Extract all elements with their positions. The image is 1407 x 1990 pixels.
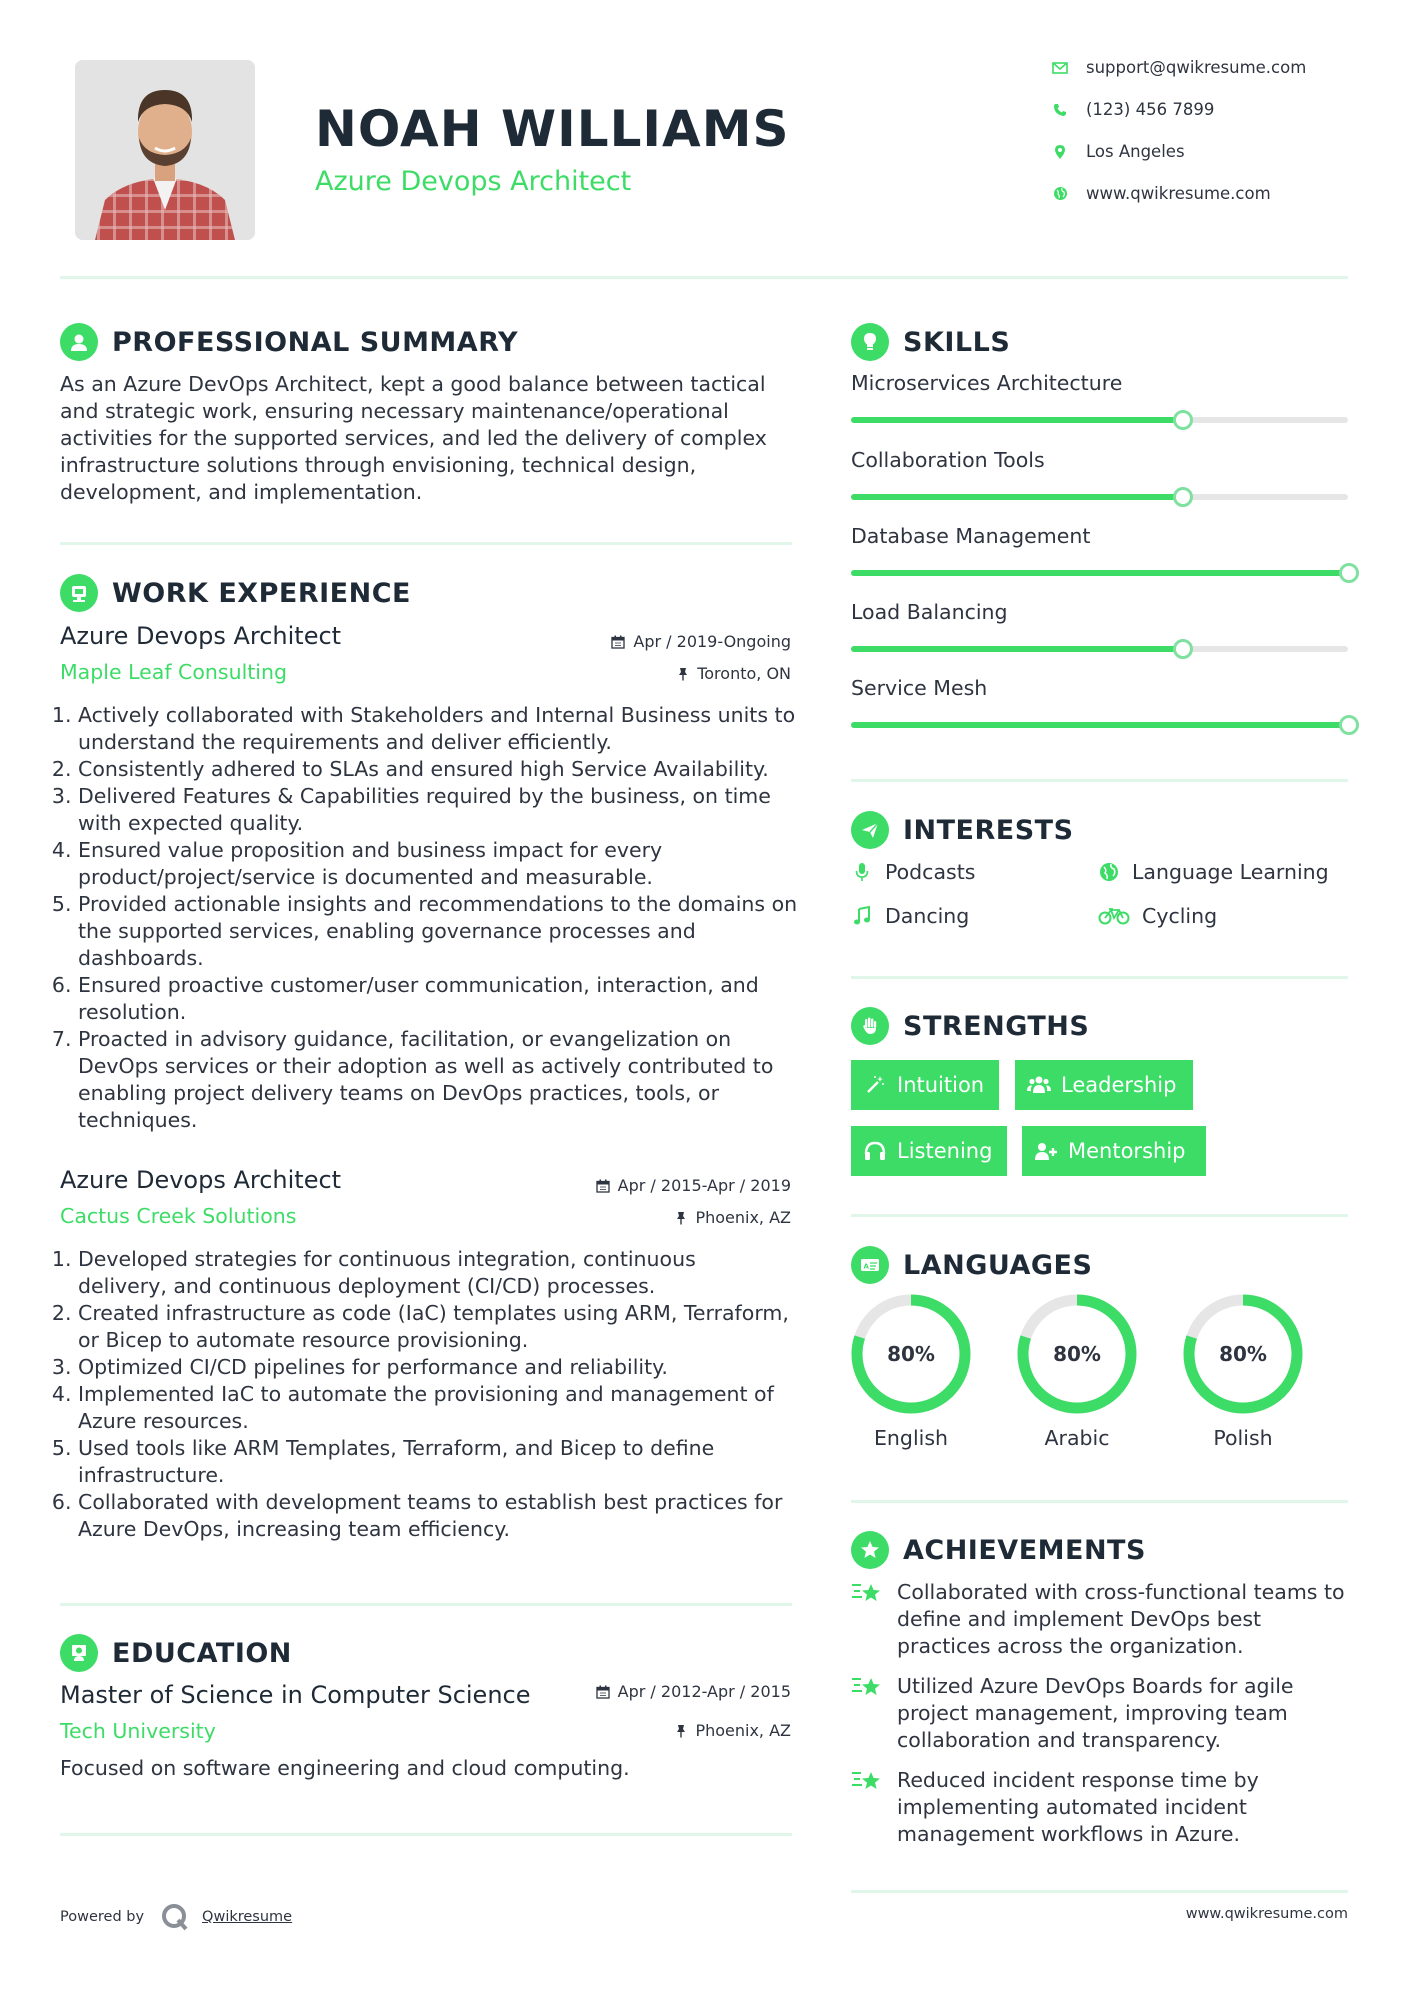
contact-location xyxy=(1052,142,1185,161)
education-date xyxy=(540,1682,791,1701)
summary-heading xyxy=(60,323,518,361)
job-bullet: 3. Optimized CI/CD pipelines for performance and reliability. xyxy=(78,1354,790,1381)
skill-bar-fill xyxy=(851,722,1348,728)
achievement-item xyxy=(851,1673,1351,1754)
summary-text: As an Azure DevOps Architect, kept a good balance between tactical and strategic work, ensuring necessary maintenance/operational activities for the supported services, and led the delivery of complex infrastructure solutions through envisioning, technical design, development, and implementation. xyxy=(60,372,767,504)
job-company: Cactus Creek Solutions xyxy=(60,1204,297,1228)
job-bullet: 4. Implemented IaC to automate the provisioning and management of Azure resources. xyxy=(78,1381,790,1435)
skill-bar-fill xyxy=(851,646,1182,652)
job-bullet: 4. Ensured value proposition and business impact for every product/project/service is documented and measurable. xyxy=(78,837,800,891)
email-icon xyxy=(1052,60,1068,76)
skills-heading-text: SKILLS xyxy=(903,326,1011,358)
briefcase-icon xyxy=(60,574,98,612)
powered-by-text: Powered by xyxy=(60,1909,145,1925)
shooting-star-icon xyxy=(851,1767,885,1797)
interest-item xyxy=(851,904,969,928)
skills-heading xyxy=(851,323,1010,361)
headphones-icon xyxy=(863,1139,887,1163)
strengths-heading-text: STRENGTHS xyxy=(903,1010,1090,1042)
candidate-title: Azure Devops Architect xyxy=(315,166,632,197)
languages-heading xyxy=(851,1246,1092,1284)
users-icon xyxy=(1027,1073,1051,1097)
bicycle-icon xyxy=(1098,905,1130,927)
job-date xyxy=(560,632,791,651)
achievement-text: Reduced incident response time by implementing automated incident management workflows in Azure. xyxy=(897,1768,1259,1846)
interest-item xyxy=(1098,904,1217,928)
language-percent: 80% xyxy=(1219,1342,1267,1366)
skill-bar-fill xyxy=(851,417,1182,423)
achievement-item xyxy=(851,1579,1351,1660)
profile-photo xyxy=(75,60,255,240)
contact-phone[interactable] xyxy=(1052,100,1214,119)
language-percent: 80% xyxy=(887,1342,935,1366)
strength-chip xyxy=(851,1060,999,1110)
strengths-heading xyxy=(851,1007,1089,1045)
achievements-heading xyxy=(851,1531,1146,1569)
strength-label: Leadership xyxy=(1061,1073,1177,1097)
pushpin-icon xyxy=(675,1211,687,1225)
interest-item xyxy=(851,860,975,884)
contact-location-text: Los Angeles xyxy=(1086,142,1185,161)
achievement-text: Utilized Azure DevOps Boards for agile project management, improving team collaboration and transparency. xyxy=(897,1674,1294,1752)
skill-label: Database Management xyxy=(851,524,1091,548)
calendar-icon xyxy=(596,1179,610,1193)
skill-bar xyxy=(851,570,1348,576)
job-title: Azure Devops Architect xyxy=(60,1166,342,1194)
strength-chip xyxy=(1015,1060,1193,1110)
interest-label: Language Learning xyxy=(1132,860,1329,884)
skill-bar-knob xyxy=(1173,639,1193,659)
strength-chip xyxy=(1022,1126,1206,1176)
music-note-icon xyxy=(851,905,873,927)
skill-bar-knob xyxy=(1173,487,1193,507)
language-name: Polish xyxy=(1213,1426,1273,1450)
contact-website[interactable] xyxy=(1052,184,1271,203)
interest-label: Cycling xyxy=(1142,904,1218,928)
job-date-text: Apr / 2019-Ongoing xyxy=(633,632,791,651)
job-bullet-list xyxy=(60,1246,790,1543)
language-name: English xyxy=(873,1426,949,1450)
language-percent: 80% xyxy=(1053,1342,1101,1366)
star-badge-icon xyxy=(851,1531,889,1569)
job-title: Azure Devops Architect xyxy=(60,622,342,650)
education-location-text: Phoenix, AZ xyxy=(695,1721,791,1740)
achievements-divider xyxy=(851,1890,1348,1893)
language-item xyxy=(1015,1292,1139,1450)
svg-text:A: A xyxy=(863,1262,869,1271)
job-location xyxy=(560,664,791,683)
job-bullet: 7. Proacted in advisory guidance, facilitation, or evangelization on DevOps services or their adoption as well as actively contributed to enabling project delivery teams on DevOps practices, tools, or techniques. xyxy=(78,1026,800,1134)
interests-heading-text: INTERESTS xyxy=(903,814,1074,846)
strengths-divider xyxy=(851,1214,1348,1217)
achievement-item xyxy=(851,1767,1351,1848)
work-heading-text: WORK EXPERIENCE xyxy=(112,577,411,609)
summary-divider xyxy=(60,542,792,545)
qwikresume-logo-icon xyxy=(160,1902,190,1932)
skill-bar-knob xyxy=(1173,410,1193,430)
footer-website-link[interactable]: www.qwikresume.com xyxy=(1185,1906,1348,1922)
job-company: Maple Leaf Consulting xyxy=(60,660,288,684)
language-item xyxy=(1181,1292,1305,1450)
interests-heading xyxy=(851,811,1074,849)
calendar-icon xyxy=(596,1685,610,1699)
hand-icon xyxy=(851,1007,889,1045)
shooting-star-icon xyxy=(851,1579,885,1609)
job-bullet: 1. Developed strategies for continuous integration, continuous delivery, and continuous deployment (CI/CD) processes. xyxy=(78,1246,790,1300)
job-date-text: Apr / 2015-Apr / 2019 xyxy=(617,1176,791,1195)
contact-website-text: www.qwikresume.com xyxy=(1086,184,1271,203)
job-bullet: 3. Delivered Features & Capabilities required by the business, on time with expected quality. xyxy=(78,783,800,837)
job-location-text: Toronto, ON xyxy=(697,664,791,683)
job-bullet: 5. Provided actionable insights and recommendations to the domains on the supported services, enabling governance processes and dashboards. xyxy=(78,891,800,972)
strength-label: Mentorship xyxy=(1068,1139,1186,1163)
skill-bar xyxy=(851,722,1348,728)
skill-bar-fill xyxy=(851,494,1182,500)
degree-title: Master of Science in Computer Science xyxy=(60,1681,531,1709)
education-description: Focused on software engineering and cloud computing. xyxy=(60,1756,630,1780)
candidate-name: NOAH WILLIAMS xyxy=(315,100,790,158)
skill-label: Load Balancing xyxy=(851,600,1008,624)
skill-label: Collaboration Tools xyxy=(851,448,1045,472)
skill-bar xyxy=(851,646,1348,652)
qwikresume-brand-link[interactable]: Qwikresume xyxy=(202,1909,293,1925)
phone-icon xyxy=(1052,102,1068,118)
microphone-icon xyxy=(851,861,873,883)
user-icon xyxy=(60,323,98,361)
interest-label: Dancing xyxy=(885,904,970,928)
header-divider xyxy=(60,276,1348,279)
pushpin-icon xyxy=(675,1724,687,1738)
lightbulb-icon xyxy=(851,323,889,361)
location-pin-icon xyxy=(1052,144,1068,160)
job-bullet-list xyxy=(60,702,800,1134)
job-bullet: 2. Created infrastructure as code (IaC) templates using ARM, Terraform, or Bicep to automate resource provisioning. xyxy=(78,1300,790,1354)
language-card-icon xyxy=(851,1246,889,1284)
job-bullet: 1. Actively collaborated with Stakeholders and Internal Business units to understand the requirements and deliver efficiently. xyxy=(78,702,800,756)
education-divider xyxy=(60,1833,792,1836)
job-location-text: Phoenix, AZ xyxy=(695,1208,791,1227)
school-name: Tech University xyxy=(60,1719,216,1743)
job-bullet: 5. Used tools like ARM Templates, Terraform, and Bicep to define infrastructure. xyxy=(78,1435,790,1489)
job-bullet: 2. Consistently adhered to SLAs and ensured high Service Availability. xyxy=(78,756,800,783)
profile-photo-illustration xyxy=(75,60,255,240)
interest-label: Podcasts xyxy=(885,860,976,884)
skills-divider xyxy=(851,779,1348,782)
skill-bar xyxy=(851,494,1348,500)
strength-label: Listening xyxy=(897,1139,993,1163)
language-name: Arabic xyxy=(1044,1426,1110,1450)
interests-divider xyxy=(851,976,1348,979)
interest-item xyxy=(1098,860,1329,884)
work-divider xyxy=(60,1603,792,1606)
paper-plane-icon xyxy=(851,811,889,849)
achievements-heading-text: ACHIEVEMENTS xyxy=(903,1534,1146,1566)
skill-bar-knob xyxy=(1339,563,1359,583)
education-heading-text: EDUCATION xyxy=(112,1637,292,1669)
pushpin-icon xyxy=(677,667,689,681)
shooting-star-icon xyxy=(851,1673,885,1703)
job-bullet: 6. Collaborated with development teams to establish best practices for Azure DevOps, increasing team efficiency. xyxy=(78,1489,790,1543)
contact-email[interactable] xyxy=(1052,58,1306,77)
magic-wand-icon xyxy=(863,1073,887,1097)
skill-bar-fill xyxy=(851,570,1348,576)
summary-heading-text: PROFESSIONAL SUMMARY xyxy=(112,326,519,358)
skill-label: Microservices Architecture xyxy=(851,371,1123,395)
job-location xyxy=(560,1208,791,1227)
work-heading xyxy=(60,574,411,612)
strength-label: Intuition xyxy=(897,1073,985,1097)
skill-bar-knob xyxy=(1339,715,1359,735)
contact-phone-text: (123) 456 7899 xyxy=(1086,100,1215,119)
language-ring xyxy=(1181,1292,1305,1416)
education-heading xyxy=(60,1634,292,1672)
graduation-icon xyxy=(60,1634,98,1672)
language-item xyxy=(849,1292,973,1450)
job-date xyxy=(540,1176,791,1195)
calendar-icon xyxy=(611,635,625,649)
language-ring xyxy=(1015,1292,1139,1416)
languages-divider xyxy=(851,1500,1348,1503)
footer-powered-by xyxy=(60,1902,292,1932)
achievement-text: Collaborated with cross-functional teams to define and implement DevOps best practices across the organization. xyxy=(897,1580,1345,1658)
skill-bar xyxy=(851,417,1348,423)
strength-chip xyxy=(851,1126,1007,1176)
language-ring xyxy=(849,1292,973,1416)
contact-email-text: support@qwikresume.com xyxy=(1086,58,1307,77)
education-date-text: Apr / 2012-Apr / 2015 xyxy=(617,1682,791,1701)
languages-heading-text: LANGUAGES xyxy=(903,1249,1093,1281)
user-plus-icon xyxy=(1034,1139,1058,1163)
job-bullet: 6. Ensured proactive customer/user communication, interaction, and resolution. xyxy=(78,972,800,1026)
education-location xyxy=(560,1721,791,1740)
globe-icon xyxy=(1052,186,1068,202)
globe-icon xyxy=(1098,861,1120,883)
skill-label: Service Mesh xyxy=(851,676,988,700)
